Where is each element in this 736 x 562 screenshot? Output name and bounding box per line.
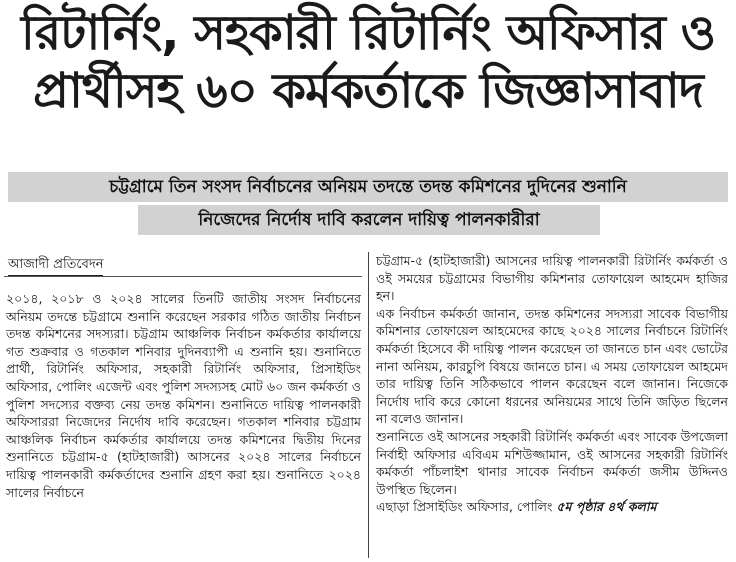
subheadline-line-1: চট্টগ্রামে তিন সংসদ নির্বাচনের অনিয়ম তদন্তে তদন্ত কমিশনের দুদিনের শুনানি bbox=[8, 172, 728, 202]
subheadline-line-2: নিজেদের নির্দোষ দাবি করলেন দায়িত্ব পালনকারীরা bbox=[138, 205, 600, 235]
left-column bbox=[6, 290, 361, 501]
right-column-paragraph-3: শুনানিতে ওই আসনের সহকারী রিটার্নিং কর্মকর্তা এবং সাবেক উপজেলা নির্বাহী অফিসার এবিএম মশিউজ্জামান, ওই আসনের সহকারী রিটার্নিং কর্মকর্তা পাঁচলাইশ থানার সাবেক নির্বাচন কর্মকর্তা জসীম উদ্দিনও উপস্থিত ছিলেন। bbox=[376, 428, 728, 497]
byline: আজাদী প্রতিবেদন bbox=[8, 256, 103, 276]
left-column-paragraph: ২০১৪, ২০১৮ ও ২০২৪ সালের তিনটি জাতীয় সংসদ নির্বাচনের অনিয়ম তদন্তে চট্টগ্রামে শুনানি করেছেন সরকার গঠিত জাতীয় নির্বাচন তদন্ত কমিশনের সদস্যরা। চট্টগ্রাম আঞ্চলিক নির্বাচন কর্মকর্তার কার্যালয়ে গত শুক্রবার ও গতকাল শনিবার দুদিনব্যাপী এ শুনানি হয়। শুনানিতে প্রার্থী, রিটার্নিং অফিসার, সহকারী রিটার্নিং অফিসার, প্রিসাইডিং অফিসার, পোলিং এজেন্ট এবং পুলিশ সদস্যসহ মোট ৬০ জন কর্মকর্তা ও পুলিশ সদস্যের বক্তব্য নেয় তদন্ত কমিশন। শুনানিতে দায়িত্ব পালনকারী অফিসাররা নিজেদের নির্দোষ দাবি করেছেন। গতকাল শনিবার চট্টগ্রাম আঞ্চলিক নির্বাচন কর্মকর্তার কার্যালয়ে তদন্ত কমিশনের দ্বিতীয় দিনের শুনানিতে চট্টগ্রাম-৫ (হাটহাজারী) আসনের ২০২৪ সালের নির্বাচনে দায়িত্ব পালনকারী কর্মকর্তাদের শুনানি গ্রহণ করা হয়। শুনানিতে ২০২৪ সালের নির্বাচনে bbox=[6, 291, 361, 500]
right-column-paragraph-1: চট্টগ্রাম-৫ (হাটহাজারী) আসনের দায়িত্ব পালনকারী রিটার্নিং কর্মকর্তা ও ওই সময়ের চট্টগ্রামের বিভাগীয় কমিশনার তোফায়েল আহমেদ হাজির হন। bbox=[376, 253, 728, 304]
right-column-paragraph-4 bbox=[376, 498, 728, 516]
byline-divider bbox=[4, 276, 362, 277]
right-column-last-line: এছাড়া প্রিসাইডিং অফিসার, পোলিং bbox=[376, 499, 553, 515]
right-column-paragraph-2: এক নির্বাচন কর্মকর্তা জানান, তদন্ত কমিশনের সদস্যরা সাবেক বিভাগীয় কমিশনার তোফায়েল আহমেদের কাছে ২০২৪ সালের নির্বাচনে রিটার্নিং কর্মকর্তা হিসেবে কী দায়িত্ব পালন করেছেন তা জানতে চান এবং ভোটের নানা অনিয়ম, কারচুপি বিষয়ে জানতে চান। এ সময় তোফায়েল আহমেদ তার দায়িত্ব তিনি সঠিকভাবে পালন করেছেন বলে জানান। নিজেকে নির্দোষ দাবি করে কোনো ধরনের অনিয়মের সাথে তিনি জড়িত ছিলেন না বলেও জানান। bbox=[376, 305, 728, 427]
headline-line-2: প্রার্থীসহ ৬০ কর্মকর্তাকে জিজ্ঞাসাবাদ bbox=[33, 63, 703, 119]
right-column bbox=[376, 252, 728, 516]
headline-line-1: রিটার্নিং, সহকারী রিটার্নিং অফিসার ও bbox=[21, 5, 715, 61]
continuation-note: ৫ম পৃষ্ঠার ৪র্থ কলাম bbox=[556, 499, 657, 515]
headline bbox=[0, 4, 736, 120]
column-divider bbox=[368, 252, 369, 558]
